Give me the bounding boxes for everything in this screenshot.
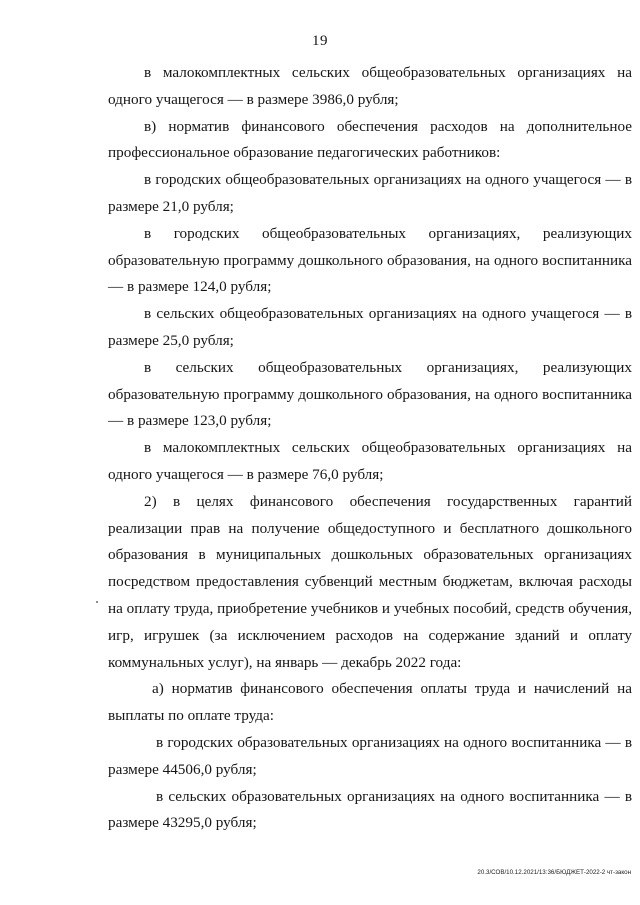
paragraph-rural-per-student: в сельских общеобразовательных организациях на одного учащегося — в размере 25,0 рубля;	[108, 305, 632, 349]
page-number: 19	[312, 33, 328, 49]
paragraph-urban-preschool-per-pupil: в городских общеобразовательных организациях, реализующих образовательную программу дошкольного образования, на одного воспитанника — в размере 124,0 рубля;	[108, 224, 632, 296]
scan-speck	[96, 601, 98, 603]
paragraph-norm-labor-payment: а) норматив финансового обеспечения оплаты труда и начислений на выплаты по оплате труда:	[108, 680, 632, 725]
paragraph-small-rural-per-student: в малокомплектных сельских общеобразовательных организациях на одного учащегося — в размере 3986,0 рубля;	[108, 64, 632, 108]
paragraph-rural-educational-per-pupil: в сельских образовательных организациях на одного воспитанника — в размере 43295,0 рубля;	[108, 787, 632, 832]
document-body	[108, 60, 632, 837]
paragraph-norm-professional-education: в) норматив финансового обеспечения расходов на дополнительное профессиональное образование педагогических работников:	[108, 117, 632, 162]
paragraph-rural-preschool-per-pupil: в сельских общеобразовательных организациях, реализующих образовательную программу дошкольного образования, на одного воспитанника — в размере 123,0 рубля;	[108, 358, 632, 430]
paragraph-item-2-preschool-guarantees: 2) в целях финансового обеспечения государственных гарантий реализации прав на получение общедоступного и бесплатного дошкольного образования в муниципальных дошкольных образовательных организациях посредством предоставления субвенций местным бюджетам, включая расходы на оплату труда, приобретение учебников и учебных пособий, средств обучения, игр, игрушек (за исключением расходов на содержание зданий и оплату коммунальных услуг), на январь — декабрь 2022 года:	[108, 492, 632, 671]
document-footer-code: 20.3/СОВ/10.12.2021/13:36/БЮДЖЕТ-2022-2 чт-закон	[477, 869, 631, 876]
paragraph-urban-educational-per-pupil: в городских образовательных организациях на одного воспитанника — в размере 44506,0 рубля;	[108, 733, 632, 778]
paragraph-urban-per-student: в городских общеобразовательных организациях на одного учащегося — в размере 21,0 рубля;	[108, 171, 632, 215]
paragraph-small-rural-per-student-76: в малокомплектных сельских общеобразовательных организациях на одного учащегося — в размере 76,0 рубля;	[108, 439, 632, 483]
